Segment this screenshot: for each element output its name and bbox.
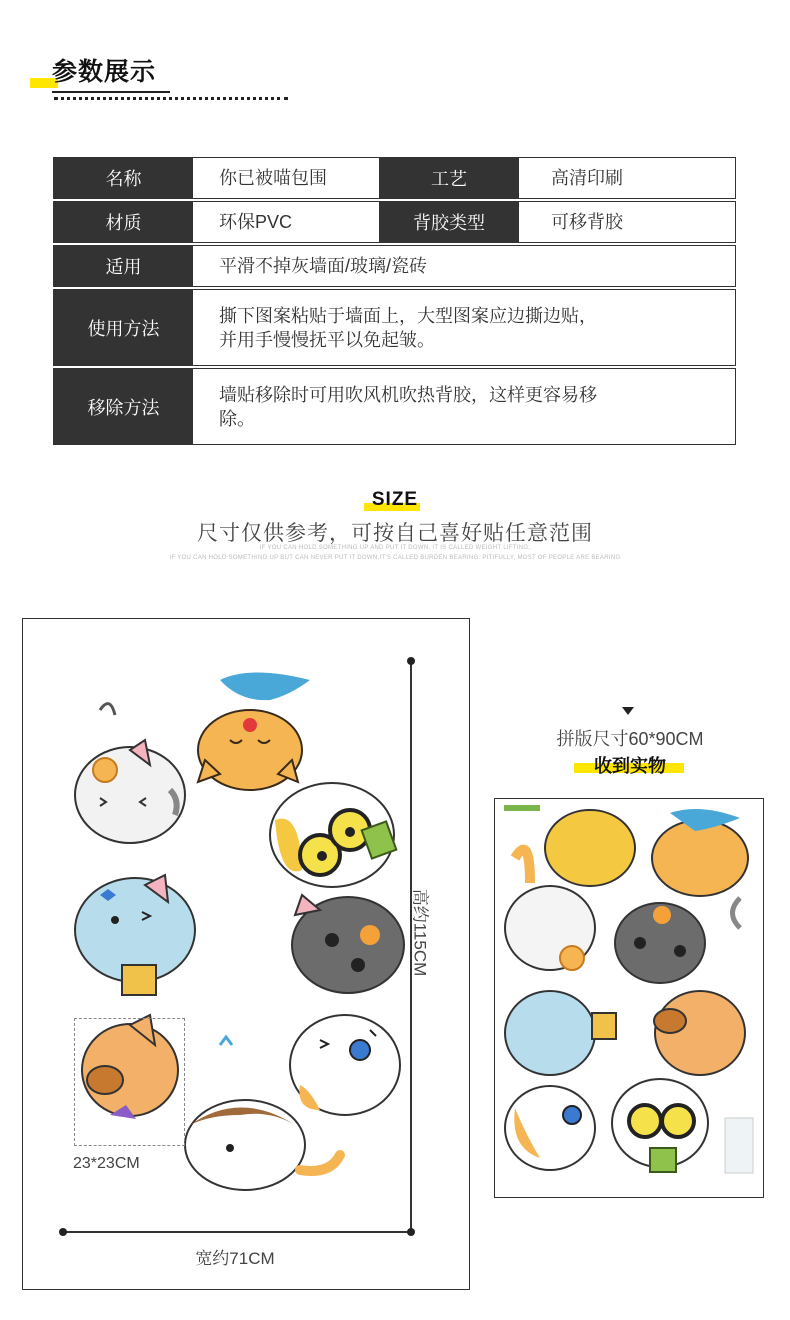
size-subtitle: 尺寸仅供参考，可按自己喜好贴任意范围 <box>197 522 593 545</box>
height-top-dot <box>407 657 415 665</box>
spec-row-material <box>53 201 736 243</box>
sheet-corner-marks <box>504 805 540 811</box>
spec-label-remove: 移除方法 <box>54 369 193 444</box>
dolphin-shape <box>220 673 310 701</box>
spec-row-remove <box>53 368 736 445</box>
cell-size-label: 23*23CM <box>73 1155 140 1172</box>
title-dotted-rule <box>54 97 288 100</box>
section-title: 参数展示 <box>52 58 157 86</box>
spec-row-apply <box>53 245 736 287</box>
width-label: 宽约71CM <box>195 1249 275 1268</box>
cat-gray-left <box>75 747 185 843</box>
spec-label-material: 材质 <box>54 202 193 242</box>
spec-value-apply: 平滑不掉灰墙面/玻璃/瓷砖 <box>219 256 428 276</box>
spec-value-craft: 高清印刷 <box>551 168 623 188</box>
combo-size-label: 拼版尺寸60*90CM <box>556 729 704 749</box>
spec-label-craft: 工艺 <box>379 158 519 198</box>
spec-row-name <box>53 157 736 199</box>
spec-value-name: 你已被喵包围 <box>219 168 327 188</box>
size-title: SIZE <box>371 489 419 510</box>
spec-label-name: 名称 <box>54 158 193 198</box>
width-dimension-line <box>63 1231 411 1233</box>
cell-size-outline <box>74 1018 185 1146</box>
title-underline <box>52 91 170 93</box>
spec-label-usage: 使用方法 <box>54 290 193 365</box>
width-start-dot <box>59 1228 67 1236</box>
spec-value-usage: 撕下图案粘贴于墙面上，大型图案应边撕边贴，并用手慢慢抚平以免起皱。 <box>219 305 597 350</box>
fine-print-line-2: IF YOU CAN HOLD SOMETHING UP BUT CAN NEVER PUT IT DOWN,IT'S CALLED BURDEN BEARING. PITIFULLY, MOST OF PEOPLE ARE BEARING <box>169 555 621 561</box>
down-arrow-icon <box>622 707 634 715</box>
spec-row-usage <box>53 289 736 366</box>
height-label: 高约115CM <box>410 888 430 977</box>
spec-label-apply: 适用 <box>54 246 193 286</box>
spec-value-remove: 墙贴移除时可用吹风机吹热背胶，这样更容易移除。 <box>219 384 597 429</box>
corner-dot <box>407 1228 415 1236</box>
received-label: 收到实物 <box>594 756 666 776</box>
spec-label-backing: 背胶类型 <box>379 202 519 242</box>
fine-print-line-1: IF YOU CAN HOLD SOMETHING UP AND PUT IT DOWN, IT IS CALLED WEIGHT LIFTING; <box>259 545 531 551</box>
spec-value-backing: 可移背胶 <box>551 212 623 232</box>
actual-sheet-illustration <box>500 803 760 1193</box>
spec-value-material: 环保PVC <box>219 212 293 232</box>
